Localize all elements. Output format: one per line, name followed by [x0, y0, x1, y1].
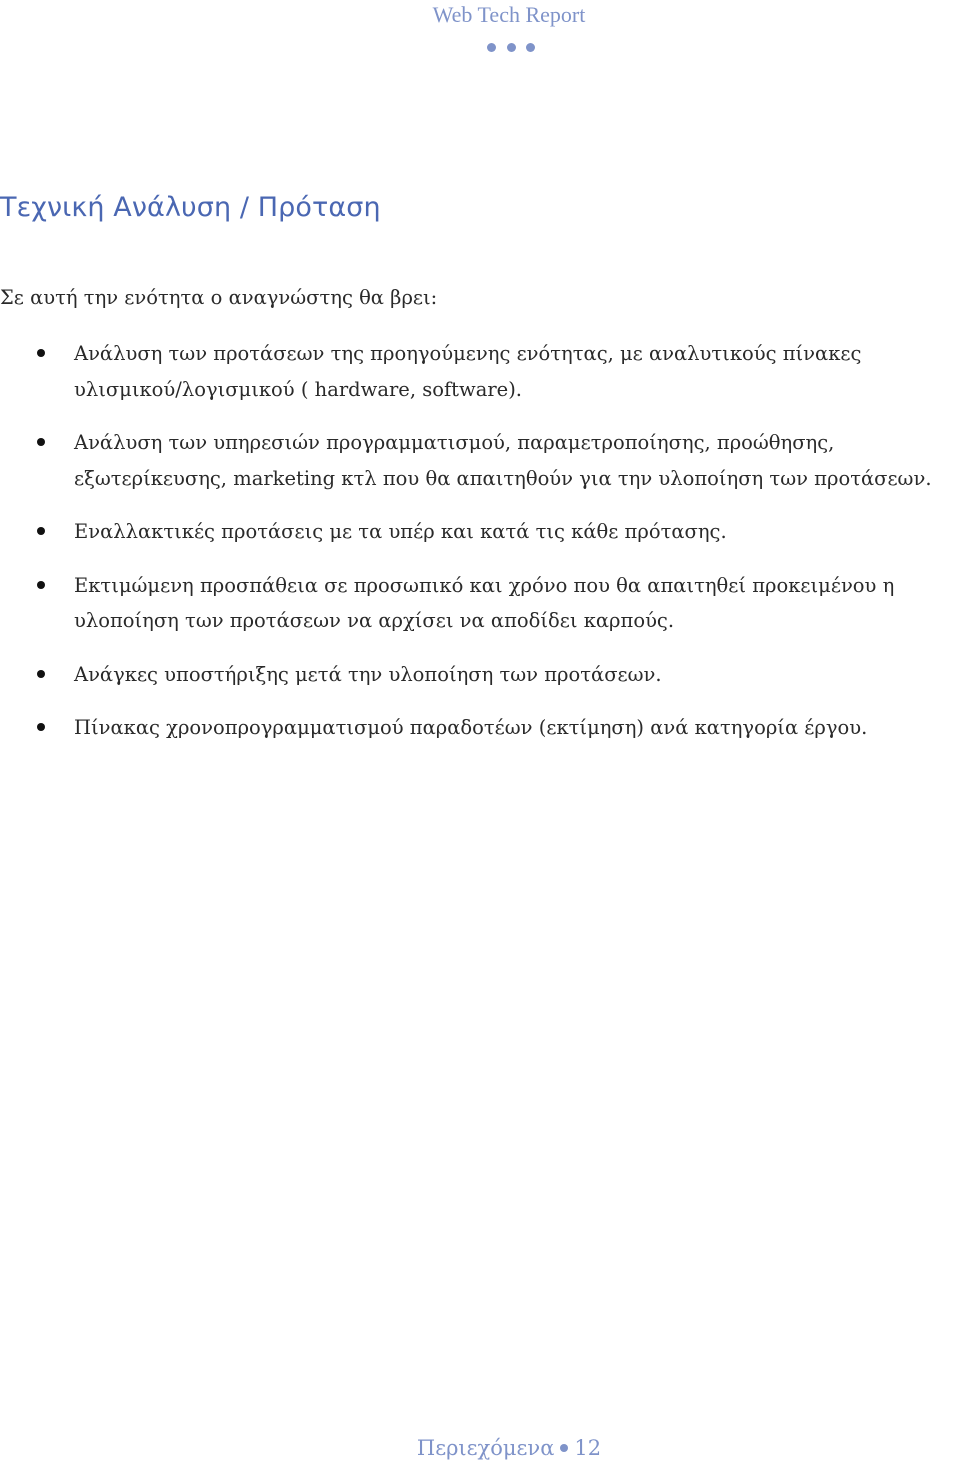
footer-contents-link[interactable]: Περιεχόμενα	[416, 1436, 555, 1460]
bullet-item-alternatives	[0, 514, 960, 550]
bullet-item-analysis-services	[0, 425, 960, 496]
intro-paragraph: Σε αυτή την ενότητα ο αναγνώστης θα βρει:	[0, 286, 438, 309]
page-number: 12	[574, 1436, 602, 1460]
bullet-item-support-needs	[0, 657, 960, 693]
bullet-item-analysis-proposals	[0, 336, 960, 407]
bullet-icon	[37, 670, 45, 678]
header-dots-ornament	[487, 40, 535, 54]
bullet-icon	[37, 723, 45, 731]
header-dot-icon	[507, 43, 516, 52]
bullet-icon	[37, 527, 45, 535]
bullet-item-schedule-table	[0, 710, 960, 746]
bullet-icon	[37, 581, 45, 589]
bullet-text: Εκτιμώμενη προσπάθεια σε προσωπικό και χρόνο που θα απαιτηθεί προκειμένου η	[74, 573, 895, 597]
bullet-text: Εναλλακτικές προτάσεις με τα υπέρ και κατά τις κάθε πρότασης.	[74, 520, 727, 543]
bullet-text: Ανάλυση των υπηρεσιών προγραμματισμού, παραμετροποίησης, προώθησης,	[74, 431, 835, 454]
page-footer	[0, 1436, 960, 1460]
section-title: Τεχνική Ανάλυση / Πρόταση	[0, 192, 381, 223]
bullet-text: εξωτερίκευσης, marketing κτλ που θα απαιτηθούν για την υλοποίηση των προτάσεων.	[74, 466, 932, 490]
bullet-text: Ανάγκες υποστήριξης μετά την υλοποίηση των προτάσεων.	[74, 662, 662, 686]
footer-separator-dot-icon	[560, 1444, 568, 1452]
bullet-icon	[37, 438, 45, 446]
header-dot-icon	[526, 43, 535, 52]
header-title: Web Tech Report	[432, 2, 586, 27]
bullet-text: Ανάλυση των προτάσεων της προηγούμενης ενότητας, με αναλυτικούς πίνακες	[74, 342, 862, 365]
bullet-icon	[37, 349, 45, 357]
page-header	[0, 0, 960, 60]
bullet-text: υλισμικού/λογισμικού ( hardware, software).	[74, 377, 523, 401]
bullet-list	[0, 336, 960, 764]
bullet-text: Πίνακας χρονοπρογραμματισμού παραδοτέων (εκτίμηση) ανά κατηγορία έργου.	[74, 716, 868, 739]
bullet-text: υλοποίηση των προτάσεων να αρχίσει να αποδίδει καρπούς.	[74, 609, 675, 632]
bullet-item-effort-estimate	[0, 568, 960, 639]
header-dot-icon	[487, 43, 496, 52]
